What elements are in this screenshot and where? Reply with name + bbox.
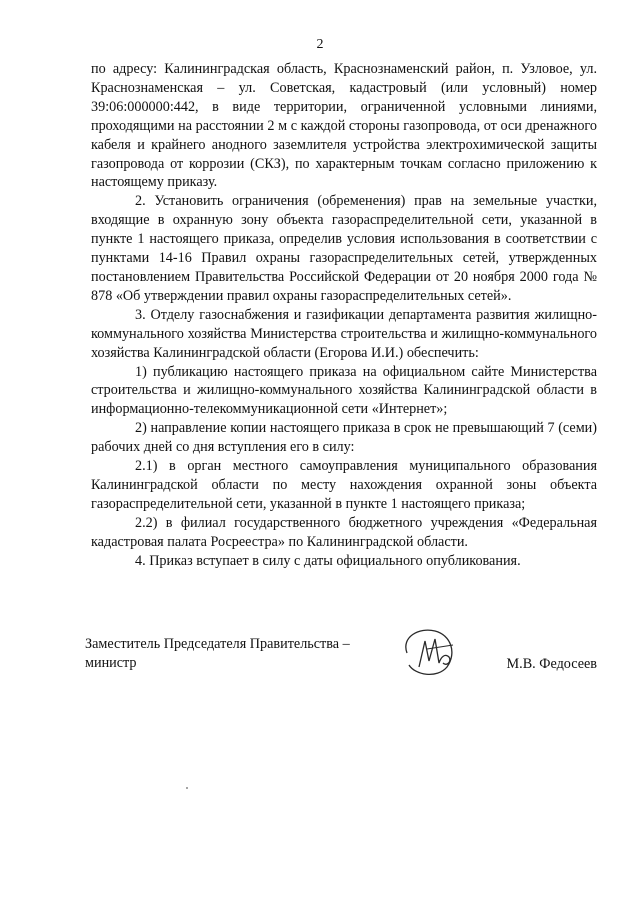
signature-block [85,635,597,695]
paragraph-item-4: 4. Приказ вступает в силу с даты официального опубликования. [135,552,521,569]
paragraph-subitem-2-1: 2.1) в орган местного самоуправления муниципального образования Калининградской области по месту нахождения охранной зоны объекта газораспределительной сети, указанной в пункте 1 настоящего приказа; [91,458,597,512]
handwritten-signature-icon [397,623,467,683]
paragraph-subitem-1: 1) публикацию настоящего приказа на официальном сайте Министерства строительства и жилищно-коммунального хозяйства Калининградской области в информационно-телекоммуникационной сети «Интернет»; [91,363,597,418]
paragraph-item-2: 2. Установить ограничения (обременения) прав на земельные участки, входящие в охранную зону объекта газораспределительной сети, указанной в пункте 1 настоящего приказа, определив условия использования в соответствии с пунктами 14-16 Правил охраны газораспределительных сетей, утвержденных постановлением Правительства Российской Федерации от 20 ноября 2000 года № 878 «Об утверждении правил охраны газораспределительных сетей». [91,193,597,304]
signer-name: М.В. Федосеев [506,656,597,672]
paragraph-subitem-2: 2) направление копии настоящего приказа в срок не превышающий 7 (семи) рабочих дней со дня вступления его в силу: [91,420,597,456]
document-body [91,60,597,570]
page-number: 2 [316,37,324,52]
scan-speck [186,787,188,789]
signer-title: Заместитель Председателя Правительства – министр [85,636,350,671]
paragraph-subitem-2-2: 2.2) в филиал государственного бюджетного учреждения «Федеральная кадастровая палата Росреестра» по Калининградской области. [91,514,597,550]
paragraph-item-3: 3. Отделу газоснабжения и газификации департамента развития жилищно-коммунального хозяйства Министерства строительства и жилищно-коммунального хозяйства Калининградской области (Егорова И.И.) обеспечить: [91,306,597,361]
paragraph-address: по адресу: Калининградская область, Краснознаменский район, п. Узловое, ул. Краснознаменская – ул. Советская, кадастровый (или условный) номер 39:06:000000:442, в виде территории, ограниченной условными линиями, проходящими на расстоянии 2 м с каждой стороны газопровода, от оси дренажного кабеля и крайнего анодного заземлителя устройства электрохимической защиты газопровода от коррозии (СКЗ), по характерным точкам согласно приложению к настоящему приказу. [91,61,597,191]
